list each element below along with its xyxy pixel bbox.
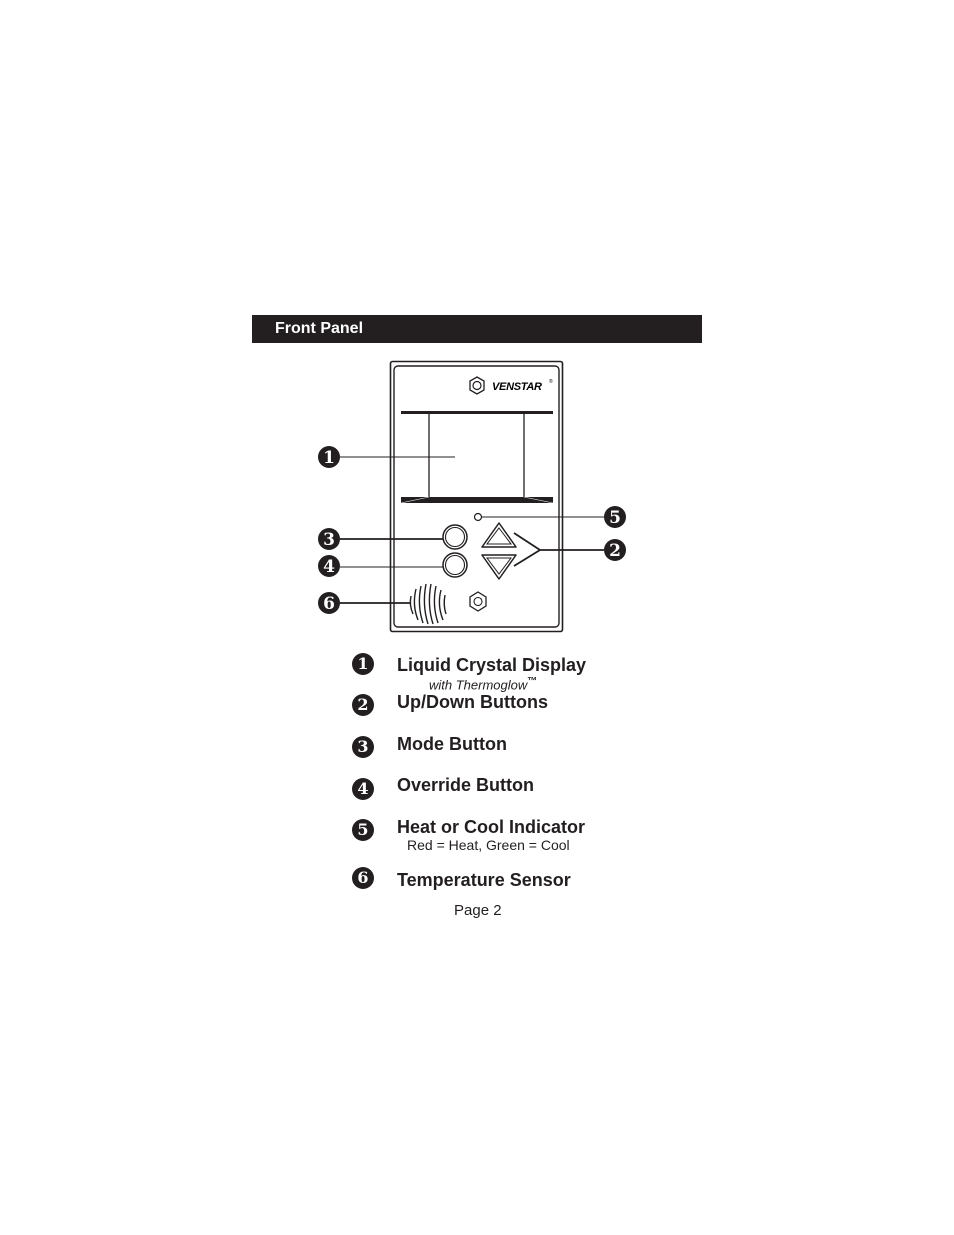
override-button-shape (443, 553, 467, 577)
down-button-shape (482, 555, 516, 579)
legend-number-badge: 2 (352, 694, 374, 716)
legend-sub-indicator: Red = Heat, Green = Cool (407, 837, 570, 853)
mode-button-shape (443, 525, 467, 549)
svg-text:2: 2 (609, 541, 621, 561)
legend-label-indicator: Heat or Cool Indicator (397, 817, 586, 837)
brand-logo: VENSTAR (492, 381, 542, 393)
bottom-screw-icon (470, 592, 486, 611)
callout-1 (318, 446, 340, 468)
brand-registered-mark: ® (549, 379, 553, 385)
thermostat-face-outline (394, 366, 559, 627)
callout-5 (604, 506, 626, 528)
callout-4 (318, 555, 340, 577)
legend-number-badge: 6 (352, 867, 374, 889)
callout-6 (318, 592, 340, 614)
legend-label-up-down: Up/Down Buttons (397, 692, 548, 712)
legend-label-mode: Mode Button (397, 734, 507, 754)
temperature-sensor-grille (410, 584, 446, 624)
legend-label-override: Override Button (397, 775, 535, 795)
svg-text:3: 3 (323, 530, 335, 550)
svg-text:5: 5 (609, 508, 621, 528)
thermostat-case-outline (391, 362, 563, 632)
logo-hex-icon (470, 377, 484, 394)
callout-2 (604, 539, 626, 561)
svg-text:1: 1 (323, 448, 335, 468)
svg-text:4: 4 (323, 557, 335, 577)
legend-sub-lcd: with Thermoglow™ (429, 676, 538, 693)
legend-number-badge: 4 (352, 778, 374, 800)
heat-cool-indicator-led (475, 514, 482, 521)
svg-text:6: 6 (323, 594, 335, 614)
legend-number-badge: 3 (352, 736, 374, 758)
legend-label-sensor: Temperature Sensor (397, 870, 571, 890)
legend-number-badge: 5 (352, 819, 374, 841)
legend-label-lcd: Liquid Crystal Display (397, 655, 587, 675)
page-number: Page 2 (454, 902, 502, 919)
legend-number-badge: 1 (352, 653, 374, 675)
up-button-shape (482, 523, 516, 547)
section-title: Front Panel (275, 320, 364, 337)
callout-3 (318, 528, 340, 550)
